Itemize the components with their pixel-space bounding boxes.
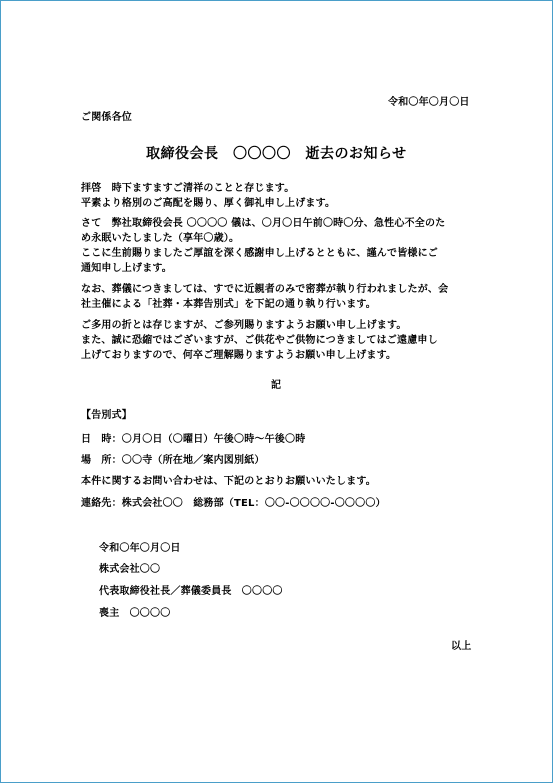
addressee: ご関係各位: [81, 112, 132, 123]
request-line-3: 上げておりますので、何卒ご理解賜りますようお願い申し上げます。: [81, 350, 397, 361]
signature-chief-mourner: 喪主 〇〇〇〇: [99, 608, 171, 619]
signature-representative: 代表取締役社長／葬儀委員長 〇〇〇〇: [99, 586, 283, 597]
ceremony-datetime: 日 時：〇月〇日（〇曜日）午後〇時～午後〇時: [81, 434, 306, 445]
ki-heading: 記: [271, 380, 282, 391]
ceremony-header: 【告別式】: [81, 410, 132, 421]
contact-line: 連絡先：株式会社〇〇 総務部（TEL：〇〇-〇〇〇〇-〇〇〇〇）: [81, 498, 386, 509]
announcement-line-4: 通知申し上げます。: [81, 263, 172, 274]
inquiry-line: 本件に関するお問い合わせは、下記のとおりお願いいたします。: [81, 476, 376, 487]
funeral-info-line-2: 社主催による「社葬・本葬告別式」を下記の通り執り行います。: [81, 299, 376, 310]
ceremony-place: 場 所：〇〇寺（所在地／案内図別紙）: [81, 455, 265, 466]
issue-date: 令和〇年〇月〇日: [388, 97, 470, 108]
signature-company: 株式会社〇〇: [99, 564, 161, 575]
closing-mark: 以上: [451, 641, 472, 652]
announcement-line-1: さて 弊社取締役会長 〇〇〇〇 儀は、〇月〇日午前〇時〇分、急性心不全のた: [81, 218, 446, 229]
request-line-2: また、誠に恐縮ではございますが、ご供花やご供物につきましてはご遠慮申し: [81, 335, 438, 346]
signature-date: 令和〇年〇月〇日: [99, 543, 181, 554]
announcement-line-3: ここに生前賜りましたご厚誼を深く感謝申し上げるとともに、謹んで皆様にご: [81, 248, 438, 259]
document-title: 取締役会長 〇〇〇〇 逝去のお知らせ: [146, 146, 407, 162]
announcement-line-2: め永眠いたしました（享年〇歳）。: [81, 233, 240, 244]
greeting-line-1: 拝啓 時下ますますご清祥のことと存じます。: [81, 183, 295, 194]
greeting-line-2: 平素より格別のご高配を賜り、厚く御礼申し上げます。: [81, 198, 336, 209]
funeral-info-line-1: なお、葬儀につきましては、すでに近親者のみで密葬が執り行われましたが、会: [81, 284, 449, 295]
request-line-1: ご多用の折とは存じますが、ご参列賜りますようお願い申し上げます。: [81, 320, 407, 331]
